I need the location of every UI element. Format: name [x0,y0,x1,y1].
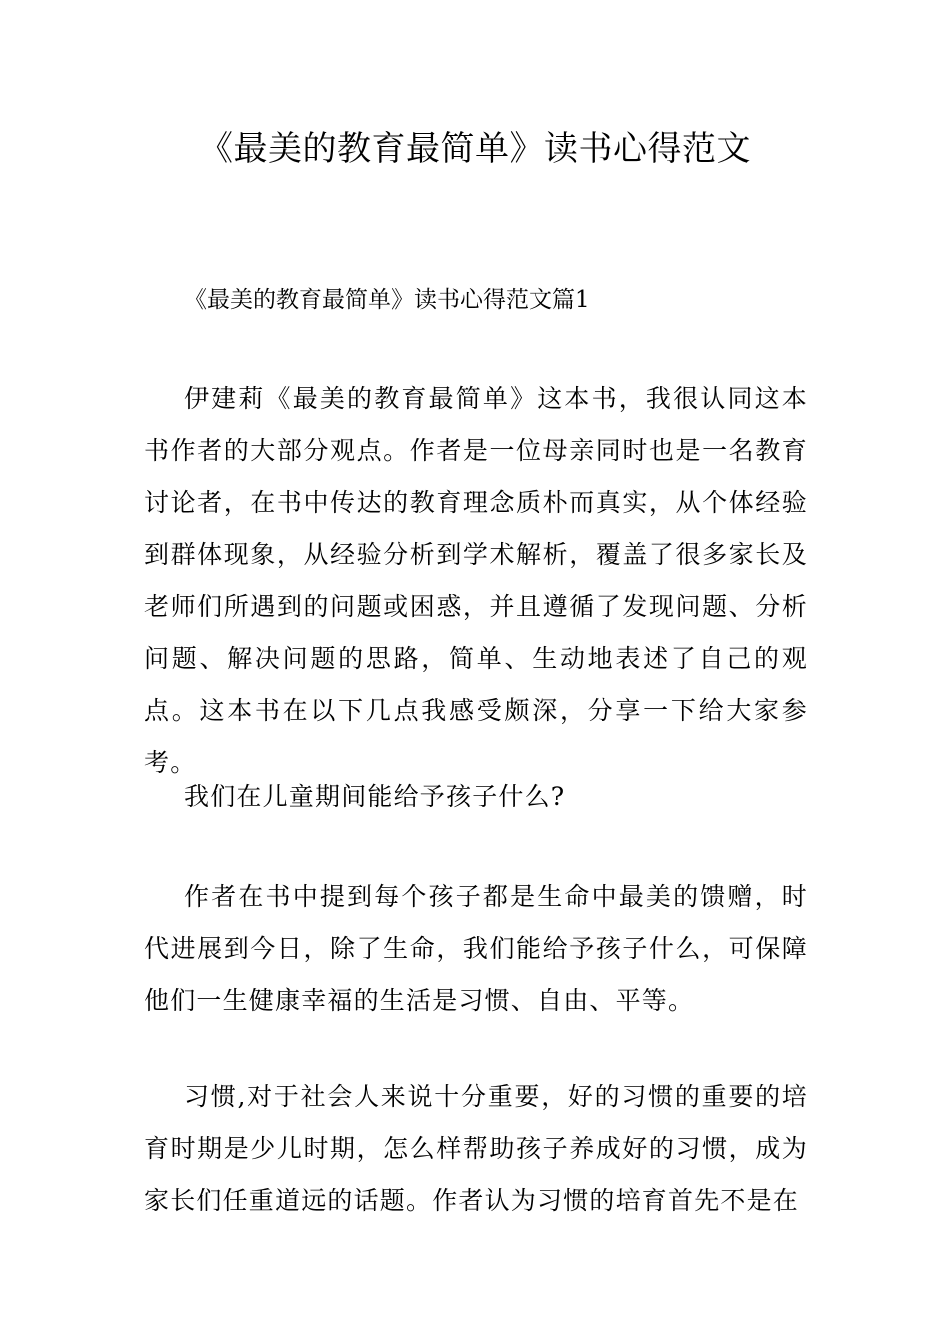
paragraph-gifts: 作者在书中提到每个孩子都是生命中最美的馈赠，时代进展到今日，除了生命，我们能给予孩子什么，可保障他们一生健康幸福的生活是习惯、自由、平等。 [144,882,808,1015]
paragraph-question: 我们在儿童期间能给予孩子什么? [184,782,566,811]
section-heading: 《最美的教育最简单》读书心得范文篇1 [184,287,590,313]
document-title: 《最美的教育最简单》读书心得范文 [199,129,751,169]
paragraph-intro: 伊建莉《最美的教育最简单》这本书，我很认同这本书作者的大部分观点。作者是一位母亲同时也是一名教育讨论者，在书中传达的教育理念质朴而真实，从个体经验到群体现象，从经验分析到学术解析，覆盖了很多家长及老师们所遇到的问题或困惑，并且遵循了发现问题、分析问题、解决问题的思路，简单、生动地表述了自己的观点。这本书在以下几点我感受颇深，分享一下给大家参考。 [144,384,808,777]
paragraph-habits: 习惯,对于社会人来说十分重要，好的习惯的重要的培育时期是少儿时期，怎么样帮助孩子养成好的习惯，成为家长们任重道远的话题。作者认为习惯的培育首先不是在 [144,1082,808,1215]
